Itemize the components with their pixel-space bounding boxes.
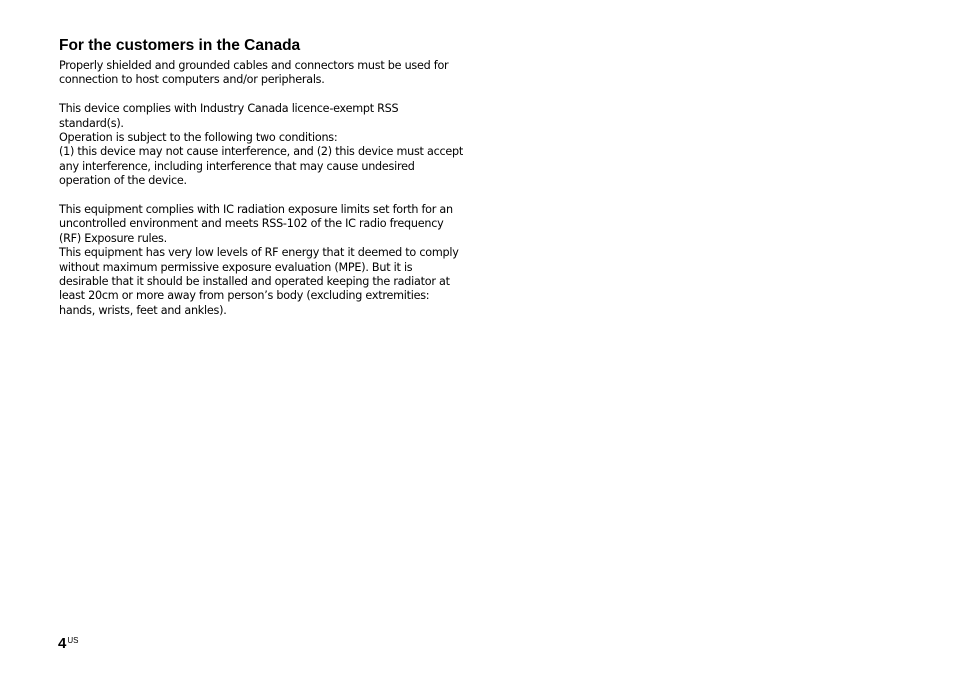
text-line: connection to host computers and/or peripherals. <box>59 73 325 87</box>
paragraph-spacer <box>59 189 464 203</box>
text-line: This equipment has very low levels of RF energy that it deemed to comply <box>59 246 459 260</box>
page-region-suffix: US <box>67 636 79 645</box>
text-line: (1) this device may not cause interference, and (2) this device must accept <box>59 145 464 159</box>
page-number-value: 4 <box>58 635 67 652</box>
text-line: operation of the device. <box>59 174 187 188</box>
text-line: Properly shielded and grounded cables and connectors must be used for <box>59 59 449 72</box>
page-number <box>58 635 78 653</box>
text-line: without maximum permissive exposure evaluation (MPE). But it is <box>59 260 413 274</box>
paragraph-cables <box>59 59 464 88</box>
paragraph-rf-exposure <box>59 203 464 318</box>
text-line: desirable that it should be installed and operated keeping the radiator at <box>59 275 450 289</box>
text-line: This equipment complies with IC radiation exposure limits set forth for an <box>59 203 453 217</box>
text-line: hands, wrists, feet and ankles). <box>59 303 227 317</box>
content-column <box>59 36 464 318</box>
paragraph-rss-compliance <box>59 102 464 188</box>
paragraph-spacer <box>59 88 464 102</box>
text-line: This device complies with Industry Canada licence-exempt RSS <box>59 102 399 116</box>
text-line: (RF) Exposure rules. <box>59 231 167 245</box>
text-line: standard(s). <box>59 116 124 130</box>
text-line: least 20cm or more away from person’s body (excluding extremities: <box>59 289 430 303</box>
text-line: Operation is subject to the following two conditions: <box>59 131 338 145</box>
text-line: any interference, including interference that may cause undesired <box>59 159 415 173</box>
section-heading: For the customers in the Canada <box>59 37 301 54</box>
text-line: uncontrolled environment and meets RSS-102 of the IC radio frequency <box>59 217 444 231</box>
